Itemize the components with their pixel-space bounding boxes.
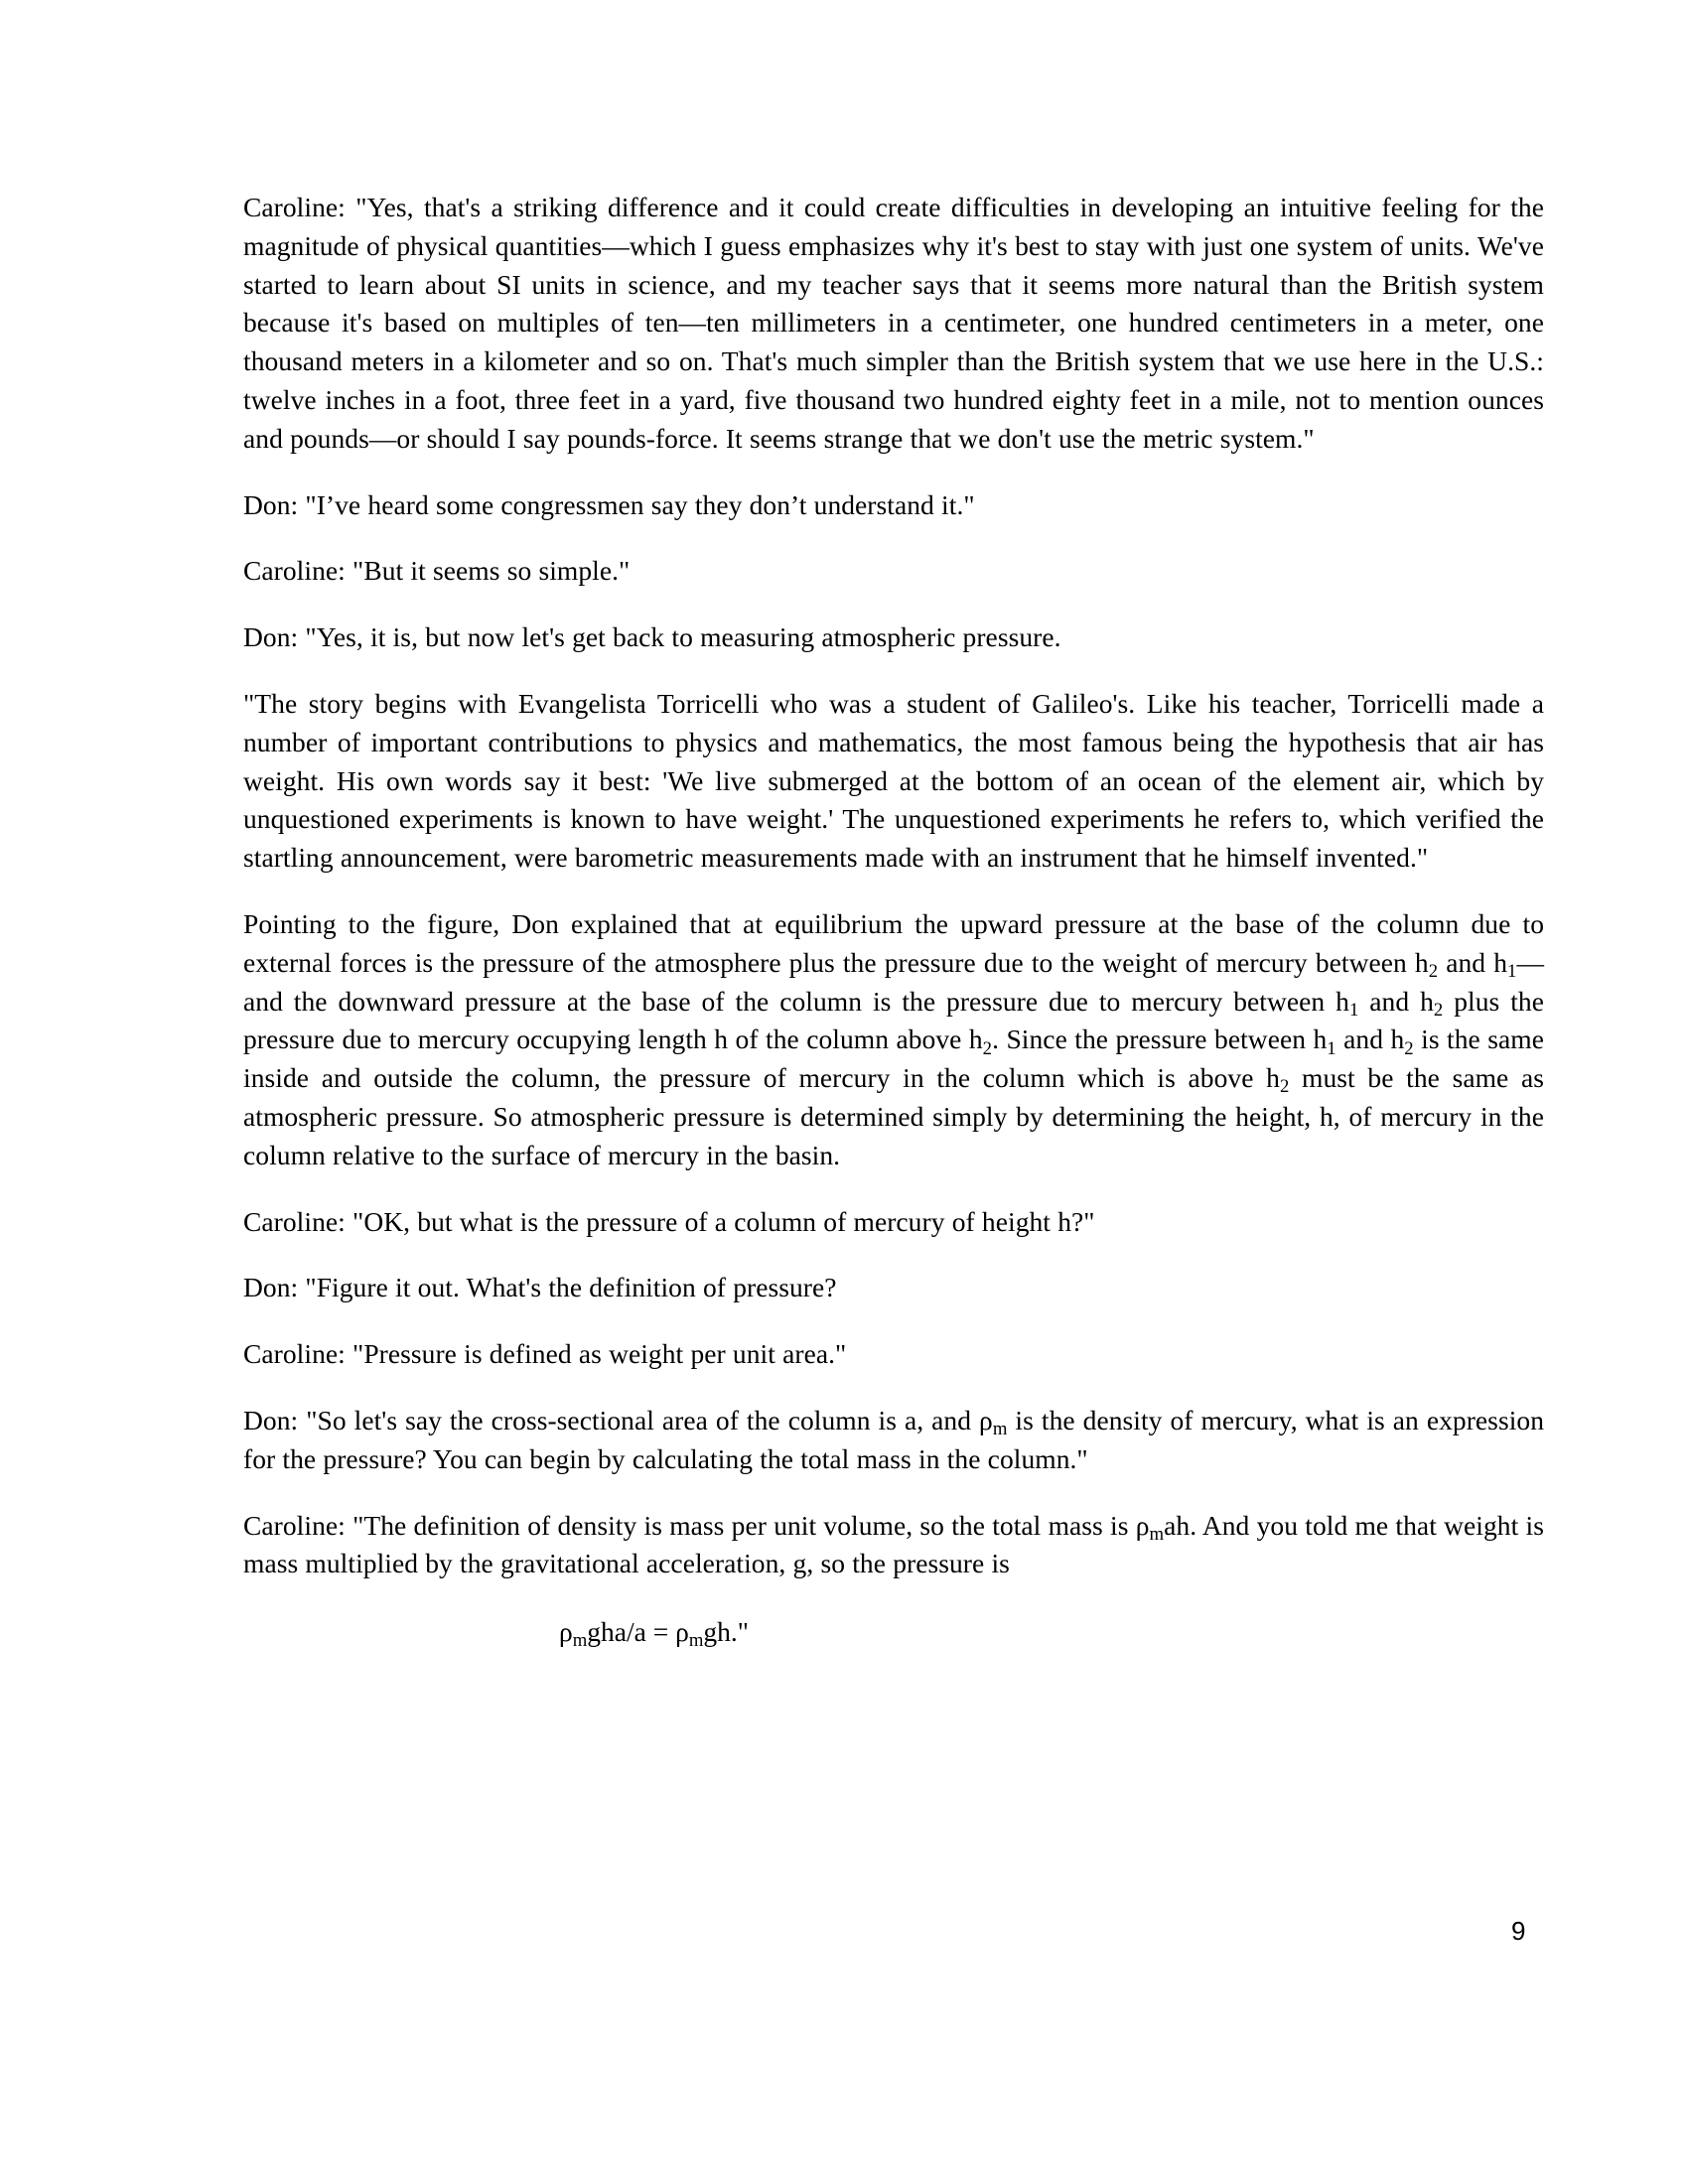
subscript: 2: [1428, 960, 1439, 982]
subscript: 2: [1279, 1076, 1290, 1098]
subscript: m: [688, 1630, 704, 1652]
p-don-figure-it-out: Don: "Figure it out. What's the definition of pressure?: [243, 1272, 837, 1303]
p-caroline-density-def: Caroline: "The definition of density is mass per unit volume, so the total mass is $\rho_mah$. And you told me that weight is mass multiplied by the gravitational acceleration, g, so the pressure is: [243, 1509, 1544, 1579]
p-caroline-pressure-def: Caroline: "Pressure is defined as weight per unit area.": [243, 1338, 847, 1370]
subscript: 1: [1348, 999, 1359, 1021]
subscript: 1: [1327, 1037, 1336, 1059]
p-don-cross-section: Don: "So let's say the cross-sectional area of the column is a, and $\rho_m$ is the density of mercury, what is an expression for the pressure? You can begin by calculating the total mass in the column.": [243, 1404, 1545, 1474]
p-don-back-to-pressure: Don: "Yes, it is, but now let's get back to measuring atmospheric pressure.: [243, 621, 1061, 653]
page-number: 9: [1511, 1916, 1526, 1946]
subscript: 2: [982, 1037, 993, 1059]
paragraph-list: [243, 189, 1544, 1583]
pressure-formula: $\rho_mgha/a = \rho_mgh$.": [559, 1616, 749, 1652]
p-torricelli-story: "The story begins with Evangelista Torricelli who was a student of Galileo's. Like his teacher, Torricelli made a number of important contributions to physics and mathematics, the most famous being the hypothesis that air has weight. His own words say it best: 'We live submerged at the bottom of an ocean of the element air, which by unquestioned experiments is known to have weight.' The unquestioned experiments he refers to, which verified the startling announcement, were barometric measurements made with an instrument that he himself invented.": [243, 687, 1544, 874]
subscript: 2: [1404, 1037, 1414, 1059]
p-caroline-units: Caroline: "Yes, that's a striking difference and it could create difficulties in developing an intuitive feeling for the magnitude of physical quantities—which I guess emphasizes why it's best to stay with just one system of units. We've started to learn about SI units in science, and my teacher says that it seems more natural than the British system because it's based on multiples of ten—ten millimeters in a centimeter, one hundred centimeters in a meter, one thousand meters in a kilometer and so on. That's much simpler than the British system that we use here in the U.S.: twelve inches in a foot, three feet in a yard, five thousand two hundred eighty feet in a mile, not to mention ounces and pounds—or should I say pounds-force. It seems strange that we don't use the metric system.": [243, 192, 1544, 454]
p-caroline-simple: Caroline: "But it seems so simple.": [243, 555, 631, 587]
text-column: [243, 189, 1544, 1652]
subscript: m: [572, 1630, 588, 1652]
p-don-congressmen: Don: "I’ve heard some congressmen say they don’t understand it.": [243, 488, 975, 520]
subscript: 1: [1507, 960, 1517, 982]
subscript: m: [992, 1419, 1008, 1440]
subscript: 2: [1433, 999, 1444, 1021]
subscript: m: [1149, 1523, 1165, 1545]
p-pointing-figure: Pointing to the figure, Don explained that at equilibrium the upward pressure at the base of the column due to external forces is the pressure of the atmosphere plus the pressure due to the weight of mercury between $h_2$ and $h_1—and$ the downward pressure at the base of the column is the pressure due to mercury between $h_1$ and $h_2$ plus the pressure due to mercury occupying length h of the column above $h_2$. Since the pressure between $h_1$ and $h_2$ is the same inside and outside the column, the pressure of mercury in the column which is above $h_2$ must be the same as atmospheric pressure. So atmospheric pressure is determined simply by determining the height, h, of mercury in the column relative to the surface of mercury in the basin.: [243, 907, 1545, 1170]
p-caroline-column-height: Caroline: "OK, but what is the pressure of a column of mercury of height h?": [243, 1205, 1095, 1237]
